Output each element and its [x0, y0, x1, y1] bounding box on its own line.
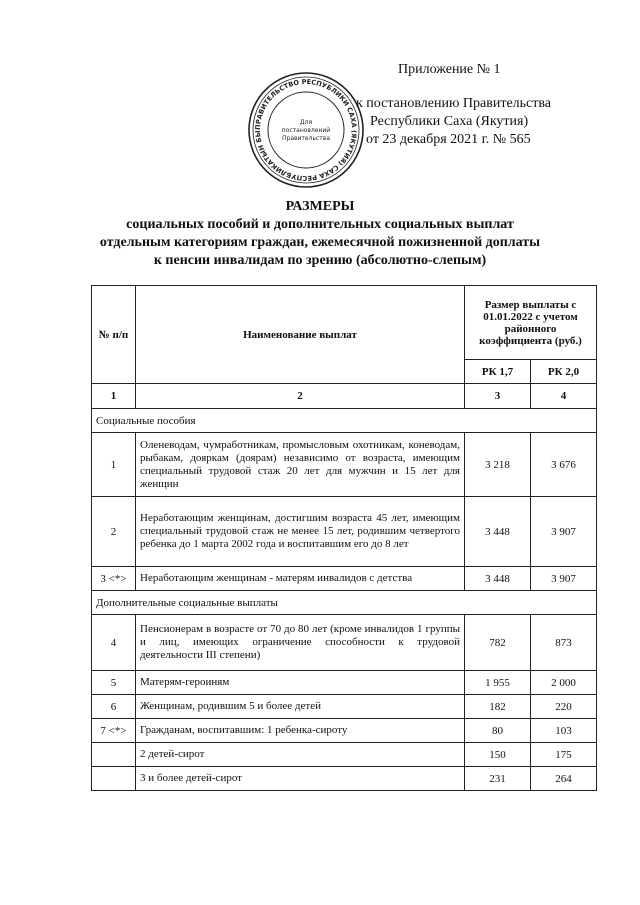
- row-name: Женщинам, родившим 5 и более детей: [136, 695, 465, 719]
- table-row: [92, 615, 597, 671]
- header-name: Наименование выплат: [136, 286, 465, 384]
- row-name: Матерям-героиням: [136, 671, 465, 695]
- row-rk2: 175: [531, 743, 597, 767]
- row-rk1: 80: [465, 719, 531, 743]
- appendix-date: от 23 декабря 2021 г. № 565: [366, 132, 531, 147]
- table-row: [92, 767, 597, 791]
- table-row: [92, 433, 597, 497]
- title-line-2: социальных пособий и дополнительных социальных выплат: [126, 217, 514, 232]
- row-name: Гражданам, воспитавшим: 1 ребенка-сироту: [136, 719, 465, 743]
- column-number: 2: [136, 384, 465, 409]
- row-rk1: 150: [465, 743, 531, 767]
- title-line-4: к пенсии инвалидам по зрению (абсолютно-слепым): [153, 253, 487, 268]
- header-rk1: РК 1,7: [465, 360, 531, 384]
- row-num: [92, 743, 136, 767]
- appendix-number: Приложение № 1: [398, 62, 501, 77]
- row-num: 2: [92, 497, 136, 567]
- section-social-benefits: Социальные пособия: [92, 409, 597, 433]
- table-row: [92, 567, 597, 591]
- column-number: 4: [531, 384, 597, 409]
- row-rk2: 873: [531, 615, 597, 671]
- row-num: 3 <*>: [92, 567, 136, 591]
- row-num: 4: [92, 615, 136, 671]
- column-number-row: [92, 384, 597, 409]
- column-number: 1: [92, 384, 136, 409]
- row-num: 7 <*>: [92, 719, 136, 743]
- appendix-republic: Республики Саха (Якутия): [370, 114, 529, 129]
- title-line-1: РАЗМЕРЫ: [285, 199, 355, 214]
- row-name: Неработающим женщинам - матерям инвалидов с детства: [136, 567, 465, 591]
- header-size: Размер выплаты с 01.01.2022 с учетом районного коэффициента (руб.): [465, 286, 597, 360]
- table-row: [92, 497, 597, 567]
- table-row: [92, 719, 597, 743]
- section-row: [92, 409, 597, 433]
- row-rk2: 103: [531, 719, 597, 743]
- row-rk2: 3 907: [531, 567, 597, 591]
- payments-table: [91, 285, 597, 791]
- table-row: [92, 695, 597, 719]
- row-name: Пенсионерам в возрасте от 70 до 80 лет (кроме инвалидов 1 группы и лиц, имеющих ограничение способности к трудовой деятельности III степени): [136, 615, 465, 671]
- table-row: [92, 743, 597, 767]
- row-rk1: 231: [465, 767, 531, 791]
- title-line-3: отдельным категориям граждан, ежемесячной пожизненной доплаты: [99, 235, 541, 250]
- seal-ring-text: ПРАВИТЕЛЬСТВО РЕСПУБЛИКИ САХА (ЯКУТИЯ) САХА РЕСПУБЛИКАТЫН БЫ: [253, 77, 359, 183]
- row-rk1: 1 955: [465, 671, 531, 695]
- header-num: № п/п: [92, 286, 136, 384]
- document-title: [60, 198, 580, 270]
- seal-center-text-3: Правительства: [282, 135, 330, 142]
- row-name: 2 детей-сирот: [136, 743, 465, 767]
- row-name: Неработающим женщинам, достигшим возраста 45 лет, имеющим специальный трудовой стаж не менее 15 лет, родившим четвертого ребенка до 1 марта 2002 года и воспитавшим его до 8 лет: [136, 497, 465, 567]
- section-row: [92, 591, 597, 615]
- row-rk2: 3 907: [531, 497, 597, 567]
- header-rk2: РК 2,0: [531, 360, 597, 384]
- row-rk1: 782: [465, 615, 531, 671]
- row-rk1: 3 448: [465, 497, 531, 567]
- section-additional-payments: Дополнительные социальные выплаты: [92, 591, 597, 615]
- row-rk1: 3 448: [465, 567, 531, 591]
- row-rk2: 3 676: [531, 433, 597, 497]
- table-header-row: [92, 286, 597, 360]
- row-rk1: 3 218: [465, 433, 531, 497]
- row-name: Оленеводам, чумработникам, промысловым охотникам, коневодам, рыбакам, дояркам (доярам) независимо от возраста, имеющим специальный трудовой стаж 20 лет для мужчин и 15 лет для женщин: [136, 433, 465, 497]
- row-num: 1: [92, 433, 136, 497]
- appendix-resolution: к постановлению Правительства: [356, 96, 552, 111]
- row-rk1: 182: [465, 695, 531, 719]
- table-row: [92, 671, 597, 695]
- row-name: 3 и более детей-сирот: [136, 767, 465, 791]
- row-num: [92, 767, 136, 791]
- column-number: 3: [465, 384, 531, 409]
- seal-center-text-1: Для: [299, 119, 313, 126]
- seal-center-text-2: постановлений: [281, 127, 331, 134]
- row-num: 6: [92, 695, 136, 719]
- official-seal: [246, 70, 366, 190]
- seal-icon: [246, 70, 366, 190]
- row-rk2: 264: [531, 767, 597, 791]
- row-rk2: 2 000: [531, 671, 597, 695]
- row-num: 5: [92, 671, 136, 695]
- row-rk2: 220: [531, 695, 597, 719]
